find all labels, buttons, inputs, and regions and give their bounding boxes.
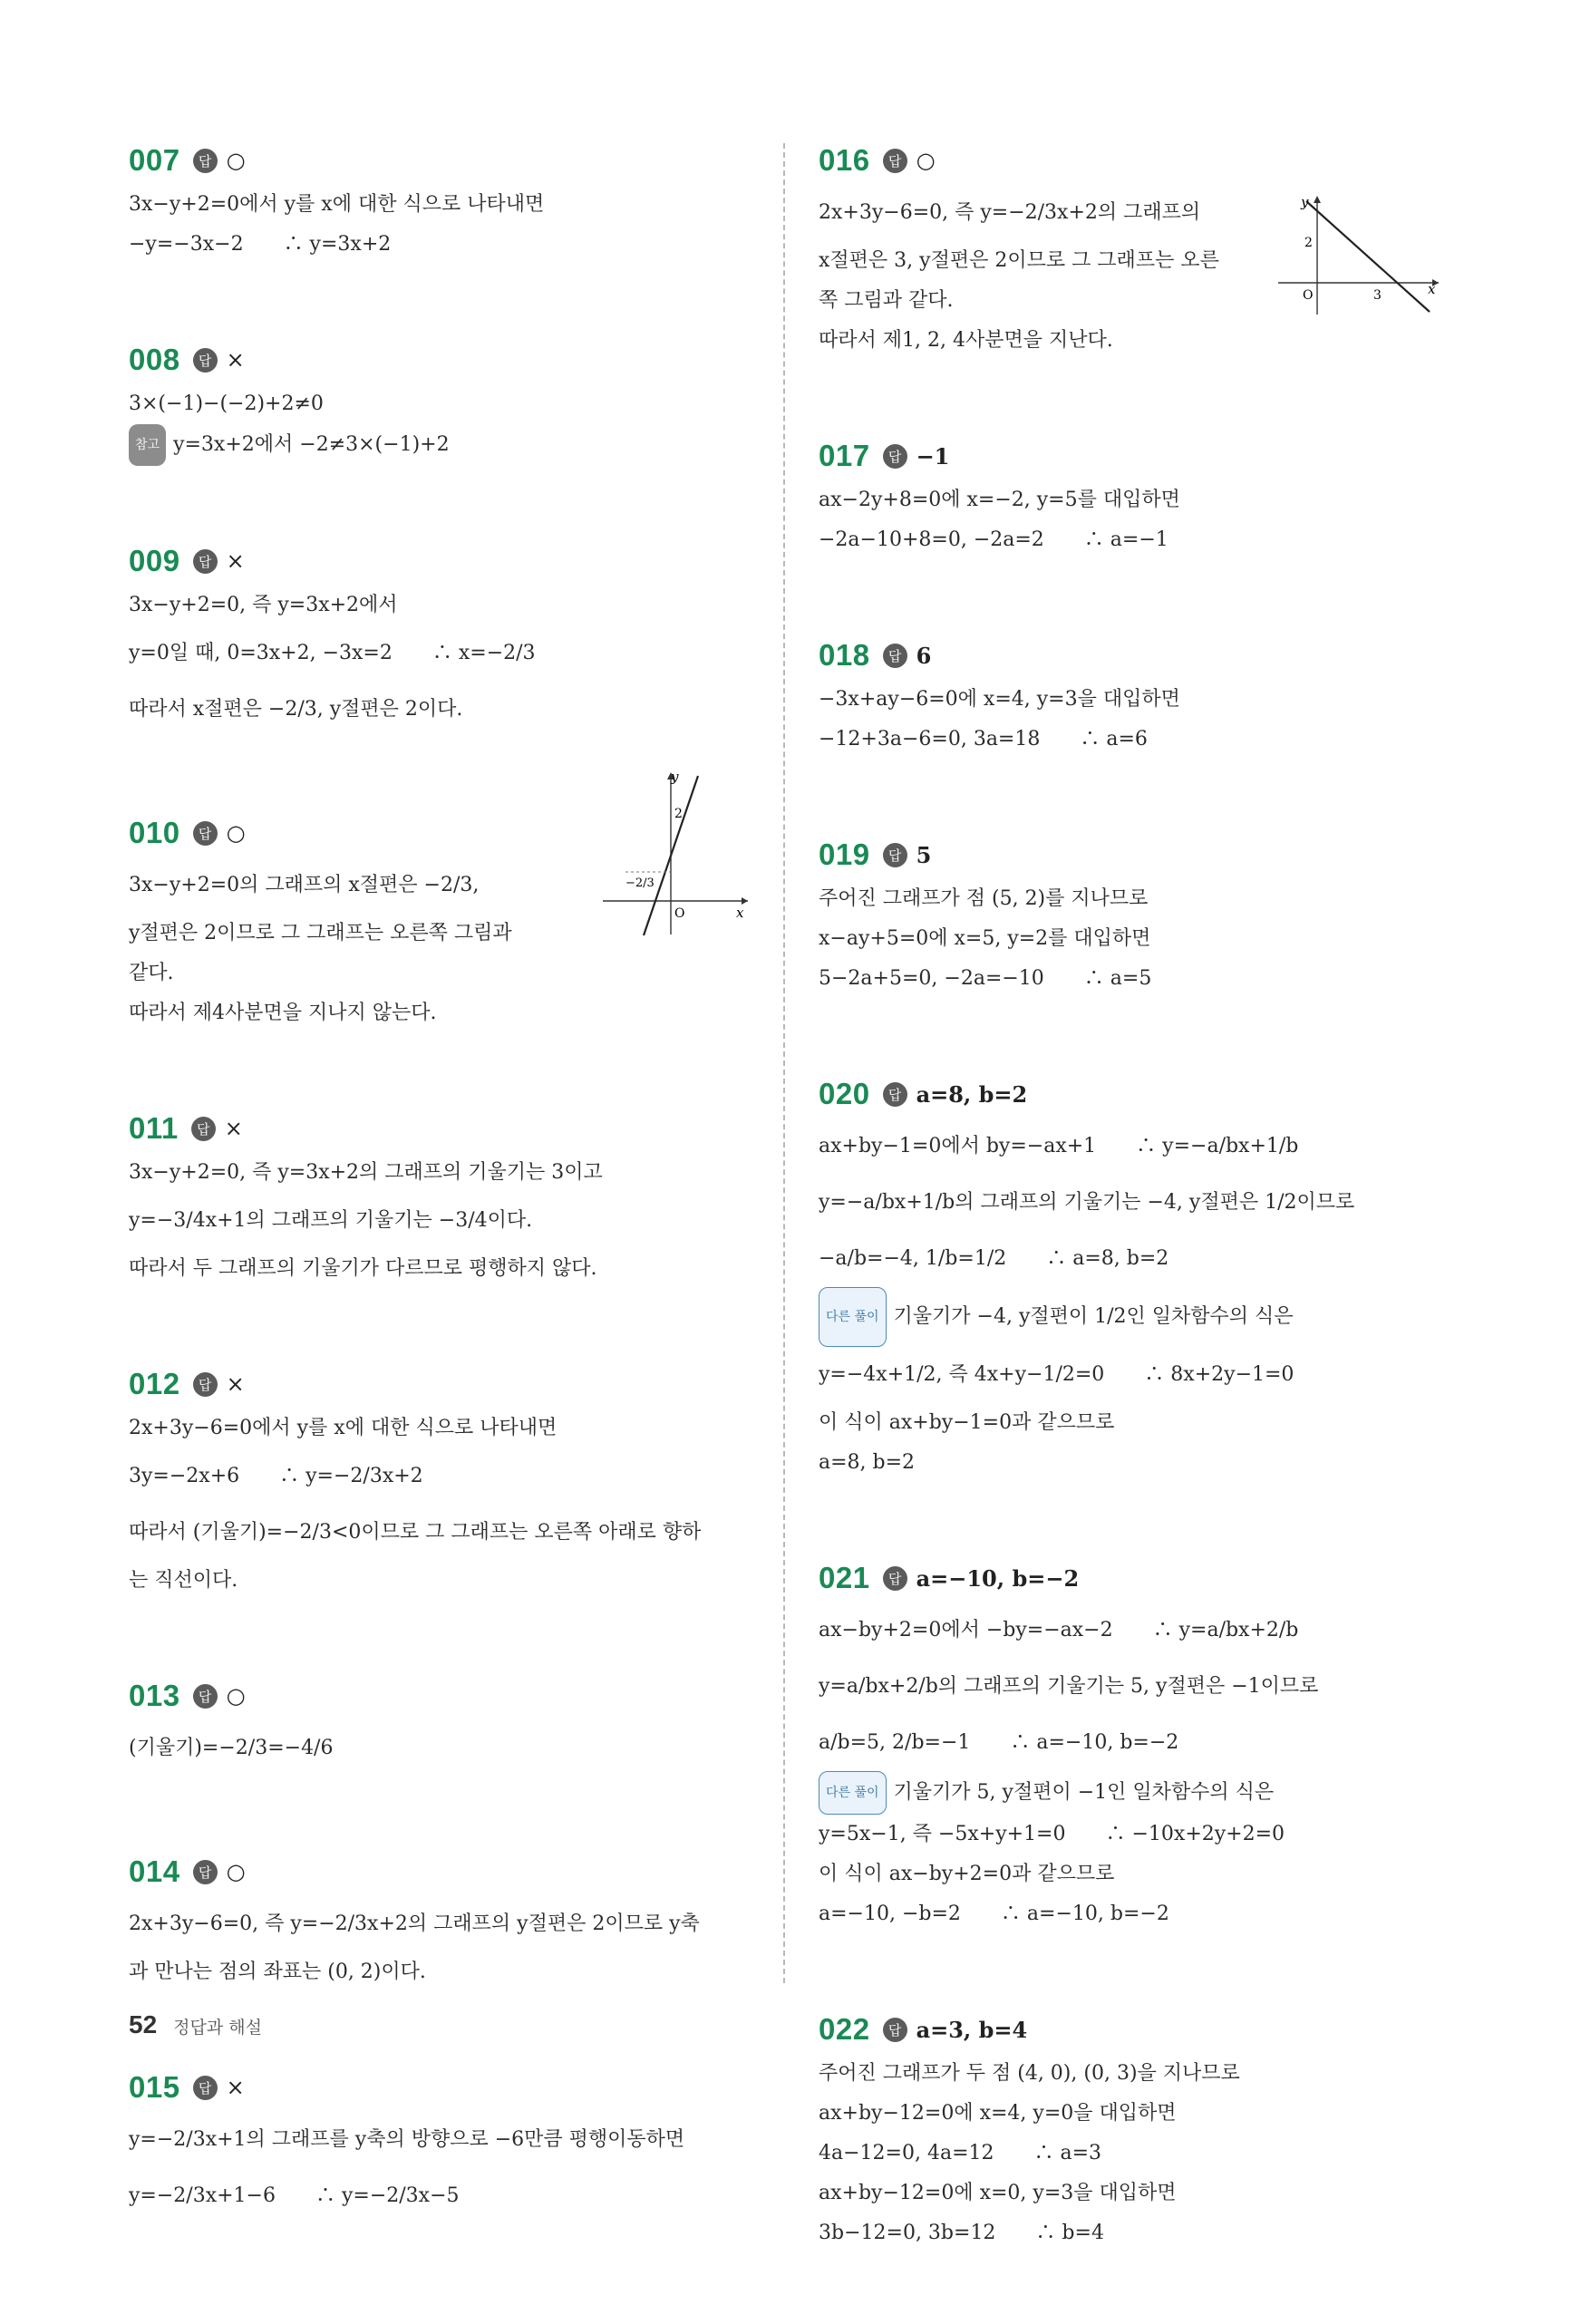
problem-header [129, 1360, 754, 1409]
origin-label: O [1303, 288, 1314, 303]
solution-line: 주어진 그래프가 점 (5, 2)를 지나므로 [819, 887, 1149, 910]
solution-line: 3y=−2x+6 ∴ y=−2/3x+2 [129, 1465, 423, 1487]
problem-019 [819, 830, 1381, 999]
problem-number: 014 [129, 1854, 180, 1888]
footer-title: 정답과 해설 [173, 2018, 262, 2038]
answer-value: −1 [916, 442, 950, 470]
answer-mark: × [226, 548, 245, 574]
answer-badge: 답 [193, 1860, 218, 1884]
x-arrow [742, 897, 748, 905]
left-column [129, 136, 754, 2295]
alternative-solution-line [819, 1287, 1381, 1347]
alternative-solution-line [819, 1894, 1381, 1934]
problem-022 [819, 2005, 1381, 2253]
problem-number: 013 [129, 1679, 180, 1712]
answer-badge: 답 [191, 1117, 216, 1141]
alternative-solution-text: 기울기가 5, y절편이 −1인 일차함수의 식은 [893, 1781, 1275, 1804]
page-footer [129, 2010, 262, 2039]
y-arrow [1314, 196, 1321, 203]
column-divider [783, 143, 785, 1983]
answer-badge: 답 [883, 1566, 907, 1591]
solution-line: x−ay+5=0에 x=5, y=2를 대입하면 [819, 927, 1151, 950]
answer-value: a=3, b=4 [916, 2016, 1028, 2043]
solution-line: 4a−12=0, 4a=12 ∴ a=3 [819, 2142, 1102, 2164]
y-axis-label: y [1301, 194, 1309, 210]
solution-line: 따라서 (기울기)=−2/3<0이므로 그 그래프는 오른쪽 아래로 향하 [129, 1521, 702, 1544]
x-tick-label: −2/3 [625, 876, 655, 890]
origin-label: O [674, 906, 685, 921]
solution-line: ax−by+2=0에서 −by=−ax−2 ∴ y=a/bx+2/b [819, 1619, 1299, 1641]
answer-badge: 답 [883, 843, 907, 867]
answer-mark: ○ [916, 148, 936, 173]
problem-number: 022 [819, 2012, 870, 2046]
solution-line: a/b=5, 2/b=−1 ∴ a=−10, b=−2 [819, 1731, 1179, 1754]
solution-line: (기울기)=−2/3=−4/6 [129, 1737, 334, 1759]
solution-line: y=−2/3x+1−6 ∴ y=−2/3x−5 [129, 2184, 460, 2207]
solution-line: y=−2/3x+1의 그래프를 y축의 방향으로 −6만큼 평행이동하면 [129, 2128, 685, 2151]
solution-line: ax+by−12=0에 x=0, y=3을 대입하면 [819, 2182, 1177, 2204]
answer-badge: 답 [193, 348, 218, 373]
problem-number: 016 [819, 143, 870, 177]
solution-line: ax+by−12=0에 x=4, y=0을 대입하면 [819, 2102, 1177, 2125]
x-tick-label: 3 [1373, 288, 1382, 303]
alternative-solution-text: a=−10, −b=2 ∴ a=−10, b=−2 [819, 1903, 1169, 1925]
problem-number: 021 [819, 1561, 870, 1594]
x-axis-label: x [736, 905, 744, 921]
solution-line: 5−2a+5=0, −2a=−10 ∴ a=5 [819, 967, 1152, 990]
problem-header [819, 2005, 1381, 2054]
problem-header [819, 1554, 1381, 1603]
problem-header [819, 136, 1381, 185]
answer-badge: 답 [193, 821, 218, 846]
answer-mark: ○ [226, 148, 246, 173]
problem-number: 017 [819, 439, 870, 472]
problem-number: 020 [819, 1077, 870, 1110]
problem-number: 015 [129, 2070, 180, 2104]
graph-010 [598, 767, 752, 939]
problem-number: 008 [129, 343, 180, 376]
answer-mark: × [224, 1116, 243, 1141]
answer-value: 5 [916, 841, 932, 868]
solution-line: 주어진 그래프가 두 점 (4, 0), (0, 3)을 지나므로 [819, 2062, 1240, 2085]
problem-header [819, 1070, 1381, 1118]
alternative-solution-line [819, 1771, 1381, 1815]
reference-note [129, 424, 754, 466]
problem-number: 010 [129, 816, 180, 849]
solution-line: 2x+3y−6=0, 즉 y=−2/3x+2의 그래프의 y절편은 2이므로 y축 [129, 1912, 700, 1935]
solution-line: y=−3/4x+1의 그래프의 기울기는 −3/4이다. [129, 1209, 533, 1232]
problem-number: 011 [129, 1111, 179, 1145]
problem-header [819, 830, 1381, 879]
problem-header [819, 631, 1381, 680]
problem-011 [129, 1104, 754, 1289]
answer-badge: 답 [883, 644, 907, 668]
right-column [819, 136, 1381, 2324]
solution-line: ax+by−1=0에서 by=−ax+1 ∴ y=−a/bx+1/b [819, 1135, 1299, 1157]
answer-value: a=−10, b=−2 [916, 1564, 1080, 1592]
answer-badge: 답 [193, 149, 218, 173]
y-tick-label: 2 [674, 807, 683, 821]
solution-line: 3×(−1)−(−2)+2≠0 [129, 392, 324, 415]
answer-badge: 답 [883, 1082, 907, 1107]
x-axis-label: x [1428, 281, 1436, 297]
reference-text: y=3x+2에서 −2≠3×(−1)+2 [173, 433, 450, 456]
answer-mark: ○ [226, 820, 246, 846]
solution-line: 3x−y+2=0, 즉 y=3x+2에서 [129, 594, 398, 616]
problem-020 [819, 1070, 1381, 1483]
answer-badge: 답 [883, 2018, 907, 2042]
answer-badge: 답 [193, 549, 218, 574]
solution-line: −a/b=−4, 1/b=1/2 ∴ a=8, b=2 [819, 1247, 1169, 1270]
alternative-solution-tag: 다른 풀이 [819, 1287, 887, 1347]
alternative-solution-line [819, 1403, 1381, 1443]
answer-mark: × [226, 347, 245, 373]
problem-header [129, 1104, 754, 1153]
solution-line: 3x−y+2=0, 즉 y=3x+2의 그래프의 기울기는 3이고 [129, 1161, 603, 1184]
problem-number: 009 [129, 544, 180, 577]
problem-009 [129, 537, 754, 738]
problem-017 [819, 431, 1381, 560]
problem-008 [129, 335, 754, 466]
problem-header [129, 537, 754, 586]
solution-line: −y=−3x−2 ∴ y=3x+2 [129, 233, 392, 256]
alternative-solution-text: y=5x−1, 즉 −5x+y+1=0 ∴ −10x+2y+2=0 [819, 1823, 1285, 1845]
alternative-solution-text: 이 식이 ax−by+2=0과 같으므로 [819, 1863, 1115, 1885]
solution-line: −2a−10+8=0, −2a=2 ∴ a=−1 [819, 528, 1169, 551]
reference-tag: 참고 [129, 424, 166, 466]
answer-mark: × [226, 1371, 245, 1397]
problem-header [129, 335, 754, 384]
solution-line: y=−a/bx+1/b의 그래프의 기울기는 −4, y절편은 1/2이므로 [819, 1191, 1355, 1214]
solution-line: 3x−y+2=0의 그래프의 x절편은 −2/3, [129, 874, 480, 896]
problem-012 [129, 1360, 754, 1601]
problem-header [129, 1671, 754, 1720]
solution-line: ax−2y+8=0에 x=−2, y=5를 대입하면 [819, 489, 1180, 511]
solution-line: −3x+ay−6=0에 x=4, y=3을 대입하면 [819, 688, 1180, 711]
solution-line: 3x−y+2=0에서 y를 x에 대한 식으로 나타내면 [129, 193, 545, 216]
problem-021 [819, 1554, 1381, 1934]
problem-number: 007 [129, 143, 180, 177]
answer-badge: 답 [883, 149, 907, 173]
solution-line: 쪽 그림과 같다. [819, 289, 954, 312]
alternative-solution-text: 이 식이 ax+by−1=0과 같으므로 [819, 1411, 1115, 1434]
answer-mark: × [226, 2075, 245, 2100]
answer-badge: 답 [193, 2076, 218, 2100]
problem-number: 018 [819, 638, 870, 672]
graph-016 [1274, 192, 1441, 319]
solution-line: −12+3a−6=0, 3a=18 ∴ a=6 [819, 728, 1148, 750]
answer-value: a=8, b=2 [916, 1080, 1028, 1108]
solution-line: 는 직선이다. [129, 1569, 238, 1592]
answer-mark: ○ [226, 1859, 246, 1884]
problem-007 [129, 136, 754, 265]
problem-018 [819, 631, 1381, 760]
alternative-solution-text: a=8, b=2 [819, 1451, 916, 1474]
alternative-solution-text: y=−4x+1/2, 즉 4x+y−1/2=0 ∴ 8x+2y−1=0 [819, 1363, 1295, 1386]
answer-badge: 답 [193, 1372, 218, 1397]
solution-line: y절편은 2이므로 그 그래프는 오른쪽 그림과 [129, 922, 512, 944]
solution-line: 따라서 두 그래프의 기울기가 다르므로 평행하지 않다. [129, 1257, 597, 1280]
solution-line: 따라서 제1, 2, 4사분면을 지난다. [819, 329, 1113, 352]
problem-014 [129, 1847, 754, 1992]
problem-number: 012 [129, 1367, 180, 1400]
problem-015 [129, 2063, 754, 2224]
solution-line: y=0일 때, 0=3x+2, −3x=2 ∴ x=−2/3 [129, 642, 536, 664]
problem-header [129, 1847, 754, 1896]
alternative-solution-line [819, 1443, 1381, 1483]
solution-line: x절편은 3, y절편은 2이므로 그 그래프는 오른 [819, 249, 1219, 272]
answer-mark: ○ [226, 1683, 246, 1709]
y-tick-label: 2 [1304, 236, 1313, 250]
solution-line: y=a/bx+2/b의 그래프의 기울기는 5, y절편은 −1이므로 [819, 1675, 1319, 1698]
answer-badge: 답 [883, 444, 907, 469]
problem-header [819, 431, 1381, 480]
answer-badge: 답 [193, 1684, 218, 1709]
page-number: 52 [129, 2010, 158, 2038]
solution-line: 2x+3y−6=0에서 y를 x에 대한 식으로 나타내면 [129, 1417, 558, 1439]
problem-013 [129, 1671, 754, 1777]
answer-value: 6 [916, 642, 932, 669]
y-axis-label: y [671, 769, 679, 785]
alternative-solution-tag: 다른 풀이 [819, 1771, 887, 1815]
solution-line: 같다. [129, 962, 174, 984]
alternative-solution-text: 기울기가 −4, y절편이 1/2인 일차함수의 식은 [893, 1305, 1294, 1328]
problem-number: 019 [819, 838, 870, 871]
alternative-solution-line [819, 1815, 1381, 1854]
alternative-solution-line [819, 1854, 1381, 1894]
alternative-solution-line [819, 1347, 1381, 1403]
solution-line: 따라서 x절편은 −2/3, y절편은 2이다. [129, 698, 463, 721]
problem-header [129, 136, 754, 185]
problem-header [129, 2063, 754, 2112]
solution-line: 2x+3y−6=0, 즉 y=−2/3x+2의 그래프의 [819, 201, 1201, 224]
solution-line: 3b−12=0, 3b=12 ∴ b=4 [819, 2222, 1104, 2244]
solution-line: 따라서 제4사분면을 지나지 않는다. [129, 1002, 437, 1024]
line-y-neg2-3x-2 [1306, 201, 1430, 312]
solution-line: 과 만나는 점의 좌표는 (0, 2)이다. [129, 1961, 426, 1983]
